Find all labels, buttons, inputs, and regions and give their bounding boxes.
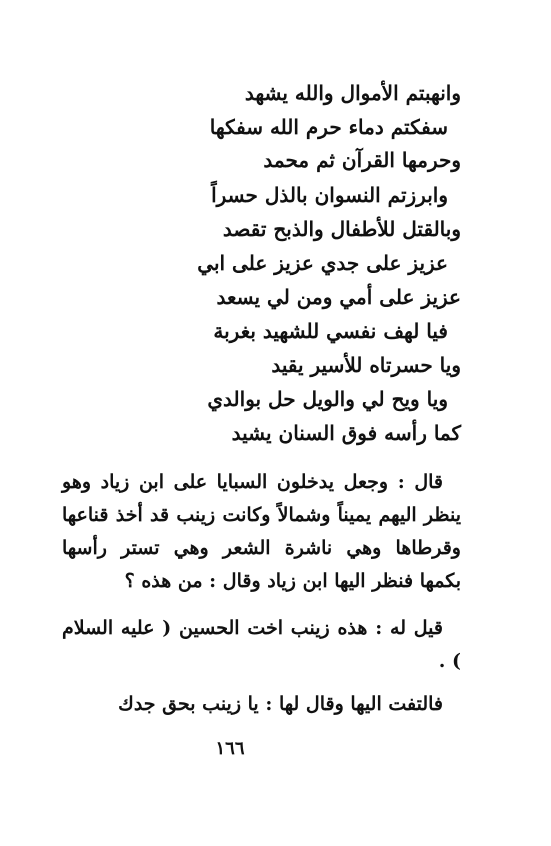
verse-line: عزيز على جدي عزيز على ابي xyxy=(197,251,448,275)
verse-line: كما رأسه فوق السنان يشيد xyxy=(231,421,461,445)
verse-line: ويا حسرتاه للأسير يقيد xyxy=(271,353,461,377)
verse-line: وابرزتم النسوان بالذل حسراً xyxy=(211,183,448,207)
verse-line: وانهبتم الأموال والله يشهد xyxy=(244,81,461,105)
verse-line: وبالقتل للأطفال والذبح تقصد xyxy=(222,217,461,241)
verse-line: ويا ويح لي والويل حل بوالدي xyxy=(207,387,448,411)
verse-line: عزيز على أمي ومن لي يسعد xyxy=(216,285,461,309)
verse-line: وحرمها القرآن ثم محمد xyxy=(263,148,461,172)
verse-line: سفكتم دماء حرم الله سفكها xyxy=(209,115,448,139)
verse-line: فيا لهف نفسي للشهيد بغربة xyxy=(213,319,448,343)
paragraph: قال : وجعل يدخلون السبايا على ابن زياد وهو ينظر اليهم يميناً وشمالاً وكانت زينب قد أخذ قناعها وقرطاها وهي ناشرة الشعر وهي تستر رأسها بكمها فنظر اليها ابن زياد وقال : من هذه ؟ xyxy=(62,471,461,592)
page-number: ١٦٦ xyxy=(215,738,245,759)
paragraph: فالتفت اليها وقال لها : يا زينب بحق جدك xyxy=(118,693,443,715)
paragraph: قيل له : هذه زينب اخت الحسين ( عليه السلام ) . xyxy=(62,617,461,672)
